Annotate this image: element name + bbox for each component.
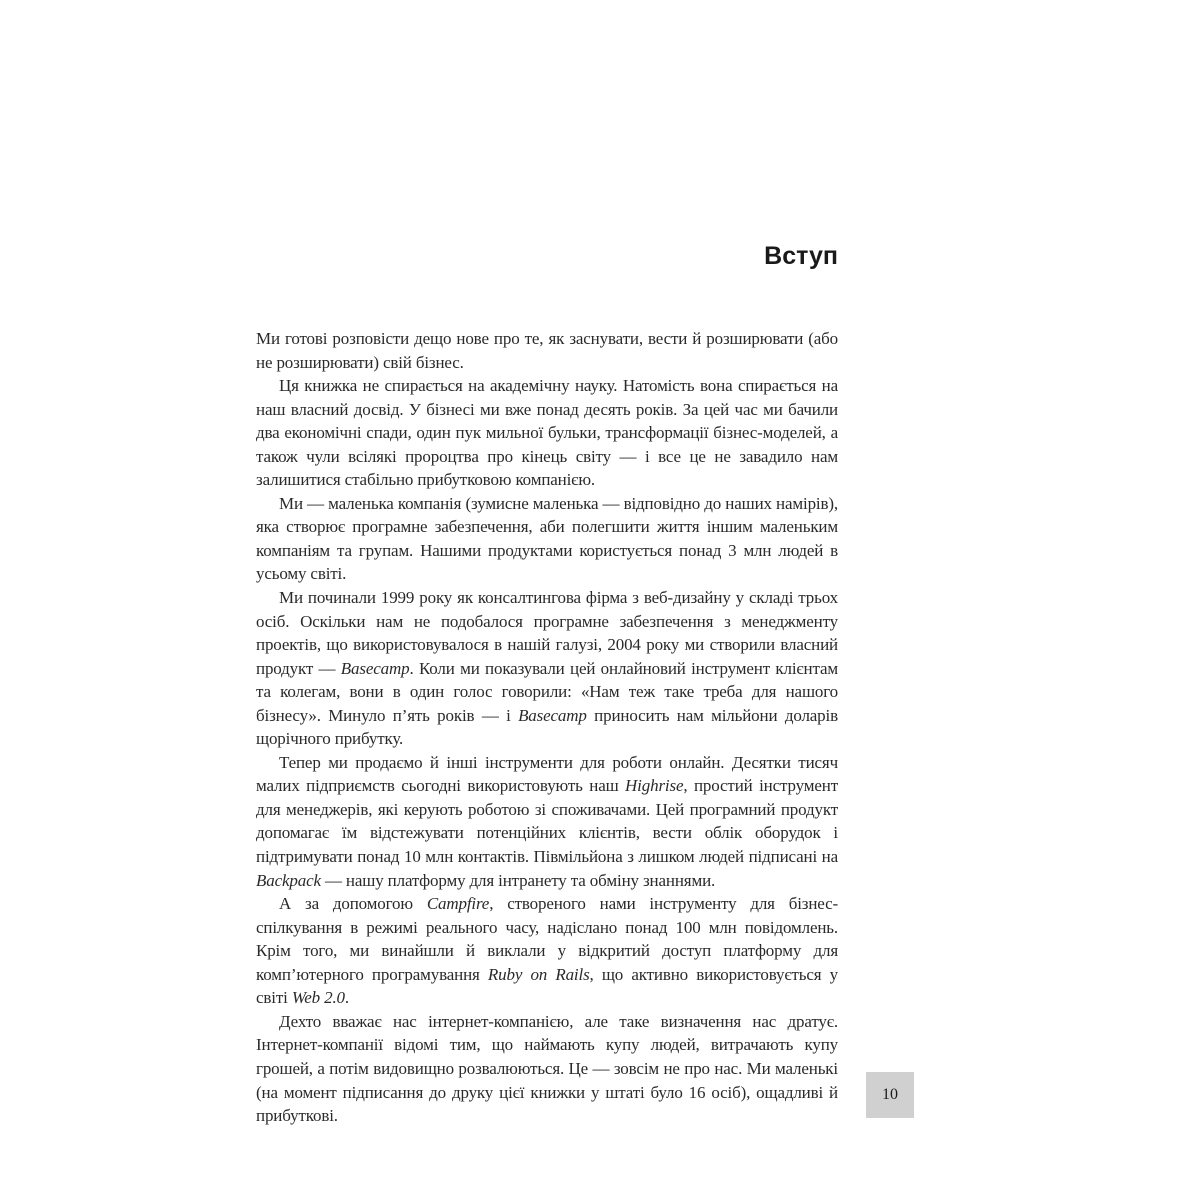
page-number: 10 xyxy=(866,1072,914,1118)
product-name: Basecamp xyxy=(518,705,587,725)
text-segment: , що активно використовується у світі xyxy=(256,964,838,1008)
paragraph xyxy=(256,892,838,1010)
chapter-title: Вступ xyxy=(764,242,838,270)
product-name: Basecamp xyxy=(340,658,410,678)
text-segment: — нашу платформу для інтранету та обміну знаннями. xyxy=(320,870,716,890)
paragraph xyxy=(256,751,838,892)
text-segment: Дехто вважає нас інтернет-компанією, але таке визначення нас дратує. Інтернет-компанії відомі тим, що наймають купу людей, витрачають купу грошей, а потім видовищно розвалюються. Це — зовсім не про нас. Ми маленькі (на момент підписання до друку цієї книжки у штаті було 16 осіб), ощадливі й прибуткові. xyxy=(256,1011,838,1126)
paragraph xyxy=(256,586,838,751)
product-name: Ruby on Rails xyxy=(487,964,590,984)
text-segment: Тепер ми продаємо й інші інструменти для роботи онлайн. Десятки тисяч малих підприємств сьогодні використовують наш xyxy=(256,752,838,796)
paragraph xyxy=(256,327,838,374)
text-segment: . xyxy=(344,988,350,1008)
paragraph xyxy=(256,492,838,586)
paragraph xyxy=(256,1010,838,1128)
text-segment: Ми починали 1999 року як консалтингова фірма з веб-дизайну у складі трьох осіб. Оскільки нам не подобалося програмне забезпечення з менеджменту проектів, що використовувалося в нашій галузі, 2004 року ми створили власний продукт — xyxy=(256,588,838,678)
text-segment: , простий інструмент для менеджерів, які керують роботою зі споживачами. Цей програмний продукт допомагає їм відстежувати потенційних клієнтів, вести облік оборудок і підтримувати понад 10 млн контактів. Півмільйона з лишком людей підписані на xyxy=(256,776,838,867)
body-text xyxy=(256,327,838,1128)
text-segment: Ця книжка не спирається на академічну науку. Натомість вона спирається на наш власний досвід. У бізнесі ми вже понад десять років. За цей час ми бачили два економічні спади, один пук мильної бульки, трансформації бізнес-моделей, а також чули всілякі пророцтва про кінець світу — і все це не завадило нам залишитися стабільно прибутковою компанією. xyxy=(256,376,838,490)
text-segment: , створеного нами інструменту для бізнес-спілкування в режимі реального часу, надіслано понад 100 млн повідомлень. Крім того, ми винайшли й виклали у відкритий доступ платформу для комп’ютерного програмування xyxy=(256,894,839,984)
text-segment: приносить нам мільйони доларів щорічного прибутку. xyxy=(256,705,838,749)
text-segment: . Коли ми показували цей онлайновий інструмент клієнтам та колегам, вони в один голос говорили: «Нам теж таке треба для нашого бізнесу». Минуло п’ять років — і xyxy=(256,658,838,725)
paragraph xyxy=(256,374,838,492)
product-name: Backpack xyxy=(256,870,321,890)
product-name: Web 2.0 xyxy=(291,988,345,1008)
product-name: Highrise xyxy=(625,776,684,796)
text-segment: А за допомогою xyxy=(279,894,427,914)
product-name: Campfire xyxy=(426,894,490,914)
text-segment: Ми — маленька компанія (зумисне маленька — відповідно до наших намірів), яка створює програмне забезпечення, аби полегшити життя іншим маленьким компаніям та групам. Нашими продуктами користується понад 3 млн людей в усьому світі. xyxy=(256,493,838,584)
text-segment: Ми готові розповісти дещо нове про те, як заснувати, вести й розширювати (або не розширювати) свій бізнес. xyxy=(256,329,838,372)
